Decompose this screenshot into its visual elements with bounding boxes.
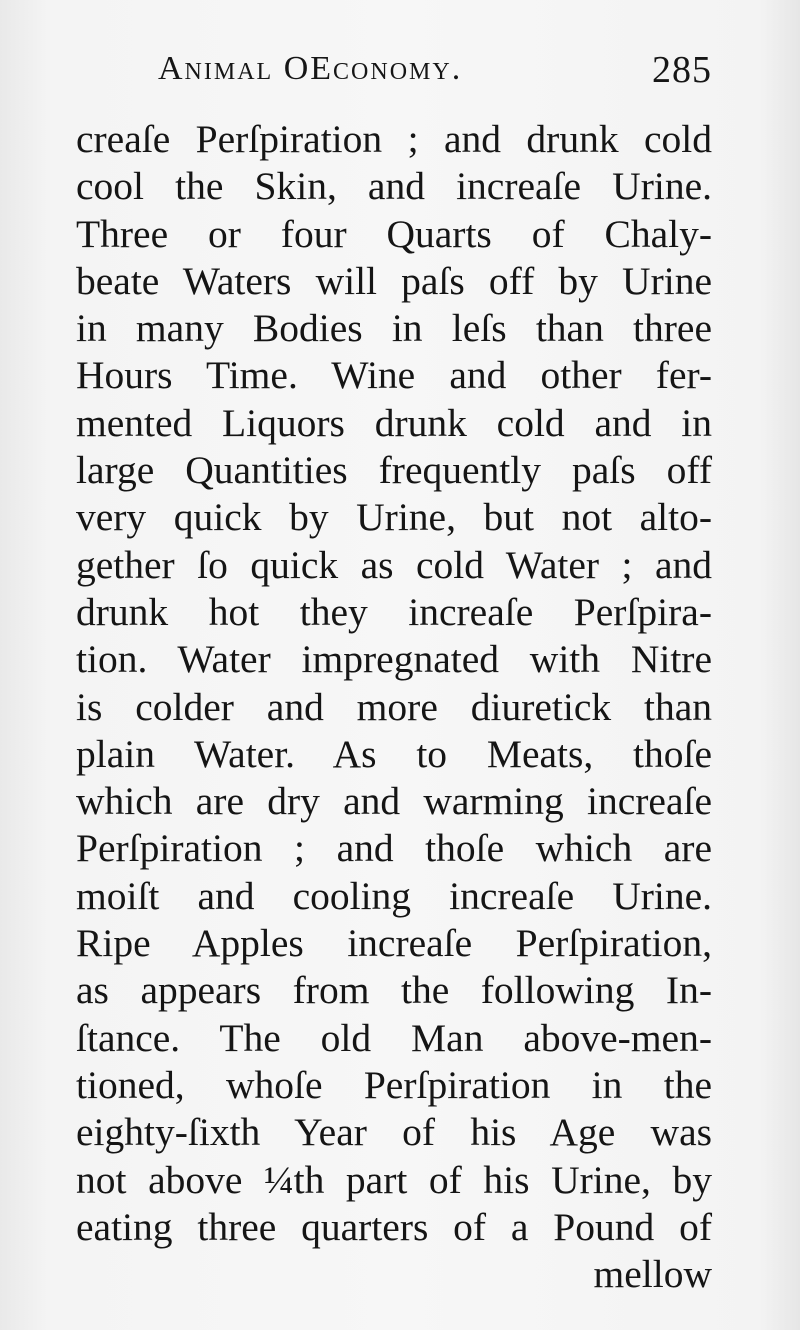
text-line: not above ¼th part of his Urine, by: [76, 1157, 712, 1202]
text-line: cool the Skin, and increaſe Urine.: [76, 164, 712, 209]
text-line: is colder and more diuretick than: [76, 684, 712, 729]
text-line: eighty-ſixth Year of his Age was: [76, 1110, 712, 1155]
page-number: 285: [652, 49, 712, 91]
text-line: Hours Time. Wine and other fer-: [76, 353, 712, 398]
text-line: drunk hot they increaſe Perſpira-: [76, 589, 712, 634]
text-line: Perſpiration ; and thoſe which are: [76, 826, 712, 871]
running-title: Animal OEconomy.: [158, 50, 463, 87]
text-line: moiſt and cooling increaſe Urine.: [76, 873, 712, 918]
text-line: Ripe Apples increaſe Perſpiration,: [76, 921, 712, 966]
text-line: mented Liquors drunk cold and in: [76, 400, 712, 445]
text-line: which are dry and warming increaſe: [76, 779, 712, 824]
text-line: tion. Water impregnated with Nitre: [76, 637, 712, 682]
text-line: very quick by Urine, but not alto-: [76, 495, 712, 540]
text-line: eating three quarters of a Pound of: [76, 1204, 712, 1249]
text-line: plain Water. As to Meats, thoſe: [76, 731, 712, 776]
page-header: [158, 48, 712, 100]
text-line: Three or four Quarts of Chaly-: [76, 211, 712, 256]
text-line: ſtance. The old Man above-men-: [76, 1015, 712, 1060]
text-line: in many Bodies in leſs than three: [76, 306, 712, 351]
text-line: creaſe Perſpiration ; and drunk cold: [76, 117, 712, 161]
text-line: large Quantities frequently paſs off: [76, 448, 712, 493]
text-line: gether ſo quick as cold Water ; and: [76, 542, 712, 587]
catchword: mellow: [593, 1252, 712, 1297]
text-line: as appears from the following In-: [76, 968, 712, 1013]
text-line: beate Waters will paſs off by Urine: [76, 258, 712, 303]
text-line: tioned, whoſe Perſpiration in the: [76, 1062, 712, 1107]
body-text: [76, 116, 712, 1298]
